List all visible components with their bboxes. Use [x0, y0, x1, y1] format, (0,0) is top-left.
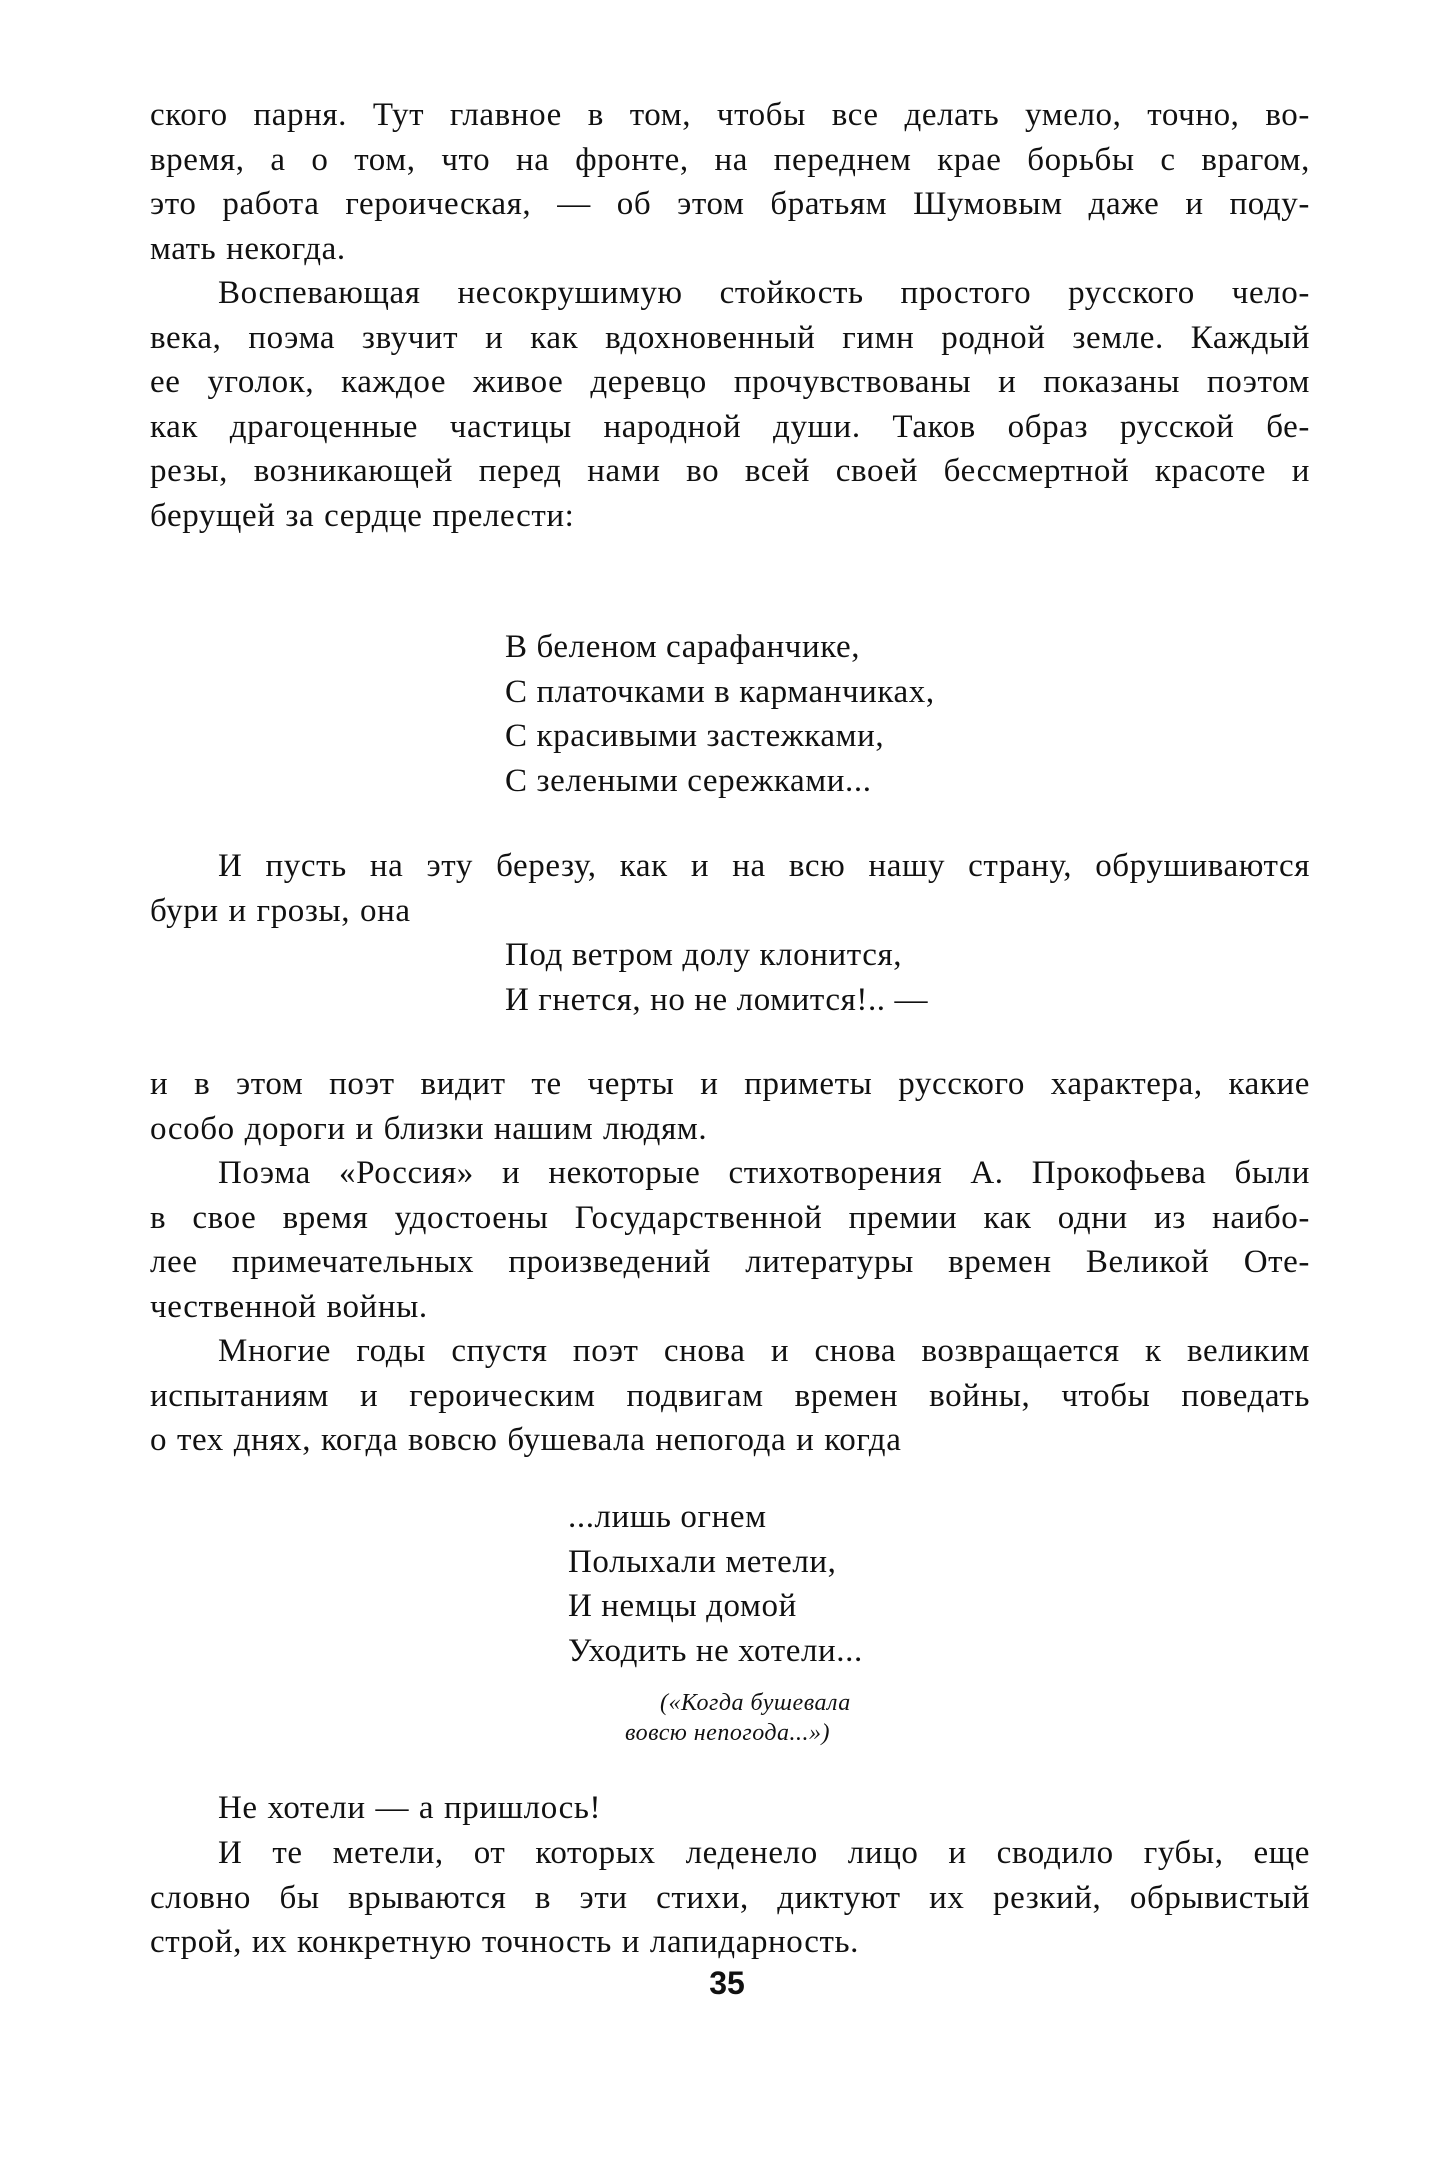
- text-line: века, поэма звучит и как вдохновенный гимн родной земле. Каждый: [150, 319, 1310, 356]
- paragraph-4: [150, 1062, 1310, 1151]
- quote-source: [625, 1688, 851, 1748]
- verse-line: С зелеными сережками...: [505, 762, 872, 799]
- text-line: берущей за сердце прелести:: [150, 497, 575, 534]
- text-line: и в этом поэт видит те черты и приметы русского характера, какие: [150, 1066, 1310, 1102]
- text-line: И те метели, от которых леденело лицо и сводило губы, еще: [218, 1835, 1310, 1871]
- text-line: испытаниям и героическим подвигам времен войны, чтобы поведать: [150, 1377, 1310, 1414]
- text-line: Поэма «Россия» и некоторые стихотворения А. Прокофьева были: [218, 1155, 1310, 1191]
- paragraph-1: [150, 93, 1310, 271]
- text-line: Воспевающая несокрушимую стойкость простого русского чело-: [218, 275, 1310, 311]
- text-line: строй, их конкретную точность и лапидарность.: [150, 1924, 859, 1960]
- source-line: («Когда бушевала: [660, 1690, 851, 1716]
- verse-line: С красивыми застежками,: [505, 718, 885, 754]
- text-line: это работа героическая, — об этом братьям Шумовым даже и поду-: [150, 186, 1310, 222]
- text-line: время, а о том, что на фронте, на переднем крае борьбы с врагом,: [150, 141, 1310, 178]
- text-line: в свое время удостоены Государственной премии как одни из наибо-: [150, 1199, 1310, 1236]
- text-line: о тех днях, когда вовсю бушевала непогода и когда: [150, 1422, 902, 1458]
- source-line: вовсю непогода...»): [625, 1720, 831, 1746]
- text-line: мать некогда.: [150, 230, 346, 267]
- text-line: ее уголок, каждое живое деревцо прочувствованы и показаны поэтом: [150, 364, 1310, 400]
- text-line: ского парня. Тут главное в том, чтобы все делать умело, точно, во-: [150, 97, 1310, 133]
- verse-line: И немцы домой: [568, 1588, 797, 1624]
- text-line: Не хотели — а пришлось!: [218, 1790, 602, 1826]
- paragraph-8: [150, 1831, 1310, 1965]
- text-line: как драгоценные частицы народной души. Таков образ русской бе-: [150, 408, 1310, 445]
- paragraph-2: [150, 271, 1310, 538]
- paragraph-7: [150, 1786, 1310, 1831]
- verse-quote-3: [568, 1495, 863, 1673]
- text-line: И пусть на эту березу, как и на всю нашу страну, обрушиваются: [218, 848, 1310, 884]
- paragraph-6: [150, 1329, 1310, 1463]
- text-line: особо дороги и близки нашим людям.: [150, 1110, 708, 1147]
- verse-line: С платочками в карманчиках,: [505, 673, 935, 710]
- text-line: лее примечательных произведений литературы времен Великой Оте-: [150, 1244, 1310, 1280]
- verse-line: В беленом сарафанчике,: [505, 629, 861, 665]
- paragraph-3: [150, 844, 1310, 933]
- verse-line: И гнется, но не ломится!.. —: [505, 981, 929, 1018]
- paragraph-5: [150, 1151, 1310, 1329]
- verse-line: ...лишь огнем: [568, 1499, 767, 1535]
- verse-line: Полыхали метели,: [568, 1543, 837, 1580]
- verse-quote-2: [505, 933, 928, 1022]
- verse-quote-1: [505, 625, 935, 803]
- page-number: 35: [709, 1965, 745, 2001]
- text-line: бури и грозы, она: [150, 892, 411, 929]
- text-line: чественной войны.: [150, 1288, 428, 1325]
- text-line: словно бы врываются в эти стихи, диктуют их резкий, обрывистый: [150, 1879, 1310, 1916]
- text-line: резы, возникающей перед нами во всей своей бессмертной красоте и: [150, 453, 1310, 489]
- verse-line: Уходить не хотели...: [568, 1632, 863, 1669]
- verse-line: Под ветром долу клонится,: [505, 937, 903, 973]
- text-line: Многие годы спустя поэт снова и снова возвращается к великим: [218, 1333, 1310, 1369]
